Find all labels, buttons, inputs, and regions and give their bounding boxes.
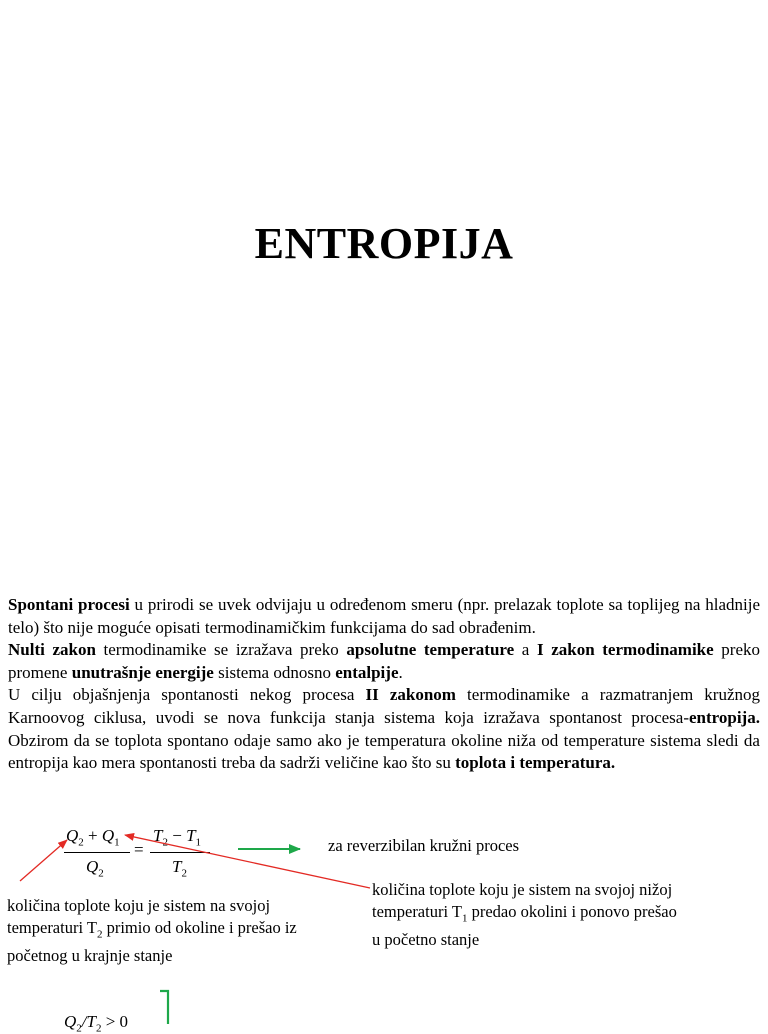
paragraph-run: Karnoovog ciklusa, uvodi se nova funkcija stanja sistema koja bbox=[8, 707, 484, 727]
paragraph-run: što bbox=[43, 617, 64, 637]
page-title: ENTROPIJA bbox=[254, 219, 514, 268]
paragraph-run: entalpije bbox=[335, 662, 399, 682]
paragraph-run: U cilju bbox=[8, 685, 73, 705]
paragraph-run: . bbox=[398, 662, 403, 682]
paragraph-run: su bbox=[431, 753, 456, 773]
formula-numerator-right: $T_2 - T_1$ bbox=[153, 826, 202, 849]
paragraph-run: funkcijama do sad bbox=[325, 617, 459, 637]
paragraph-run: sistema odnosno bbox=[213, 662, 336, 682]
paragraph-run: kao bbox=[378, 753, 412, 773]
paragraph-run: sadrži veličine bbox=[279, 753, 379, 773]
paragraph-run: moguće bbox=[97, 617, 152, 637]
paragraph-run: termodinamike a razmatranjem bbox=[455, 685, 705, 705]
formula-denominator-right: $T_2$ bbox=[172, 857, 187, 880]
paragraph-run: I zakon termodinamike bbox=[536, 640, 714, 660]
paragraph-run: od temperature sistema sledi da entropija kao mera spontanosti treba da bbox=[8, 730, 760, 773]
paragraph-run: niža bbox=[507, 730, 536, 750]
paragraph-run: kružnog bbox=[704, 685, 761, 705]
paragraph-run: a bbox=[514, 640, 537, 660]
label-heat-released: količina toplote koju je sistem na svojoj nižoj temperaturi $T_1$ predao okolini i ponovo prešao u početno stanje bbox=[372, 880, 677, 950]
paragraph-run: nije bbox=[63, 617, 98, 637]
paragraph-run: Nulti zakon bbox=[8, 640, 96, 660]
paragraph-run: Obzirom da se toplota spontano odaje samo ako je temperatura okoline bbox=[8, 730, 508, 750]
paragraph-run: termodinamike se bbox=[95, 640, 236, 660]
paragraph-run: izražava bbox=[483, 707, 540, 727]
formula-numerator-left: $Q_2 + Q_1$ bbox=[66, 826, 120, 849]
paragraph-run: određenom bbox=[329, 595, 407, 614]
label-heat-received: količina toplote koju je sistem na svojoj temperaturi $T_2$ primio od okoline i prešao iz početnog u krajnje stanje bbox=[7, 896, 297, 966]
paragraph-run: apsolutne temperature bbox=[346, 640, 515, 660]
paragraph-run: II zakonom bbox=[365, 685, 456, 705]
bottom-formula: $Q_2/T_2 > 0$ bbox=[64, 1012, 129, 1034]
paragraph-run: u prirodi se uvek odvijaju u bbox=[129, 595, 330, 614]
paragraph-run: objašnjenja bbox=[72, 685, 151, 705]
paragraph-run: Spontani procesi bbox=[8, 595, 130, 614]
green-bracket bbox=[160, 991, 168, 1024]
paragraph-run: izražava bbox=[235, 640, 293, 660]
paragraph-run: opisati bbox=[151, 617, 205, 637]
paragraph-run: . bbox=[531, 617, 536, 637]
paragraph-run: unutrašnje energije bbox=[71, 662, 214, 682]
paragraph-run: što bbox=[411, 753, 432, 773]
formula-denominator-left: $Q_2$ bbox=[86, 857, 104, 880]
paragraph-run: preko promene bbox=[8, 640, 761, 682]
paragraph-run: preko bbox=[292, 640, 347, 660]
paragraph-run: termodinamičkim bbox=[204, 617, 326, 637]
arrow-to-q1 bbox=[125, 835, 370, 888]
paragraph-run: obrađenim bbox=[458, 617, 532, 637]
formula-equals: = bbox=[134, 840, 144, 859]
paragraph-run: spontanosti nekog procesa bbox=[150, 685, 366, 705]
paragraph-run: entropija. bbox=[688, 707, 760, 727]
reversible-process-label: za reverzibilan kružni proces bbox=[328, 836, 520, 855]
paragraph-run: spontanost procesa- bbox=[539, 707, 689, 727]
paragraph-run: smeru (npr. prelazak toplote sa toplijeg na hladnije telo) bbox=[8, 595, 760, 637]
arrow-to-q2 bbox=[20, 840, 67, 881]
paragraph-run: toplota i temperatura. bbox=[455, 753, 616, 773]
